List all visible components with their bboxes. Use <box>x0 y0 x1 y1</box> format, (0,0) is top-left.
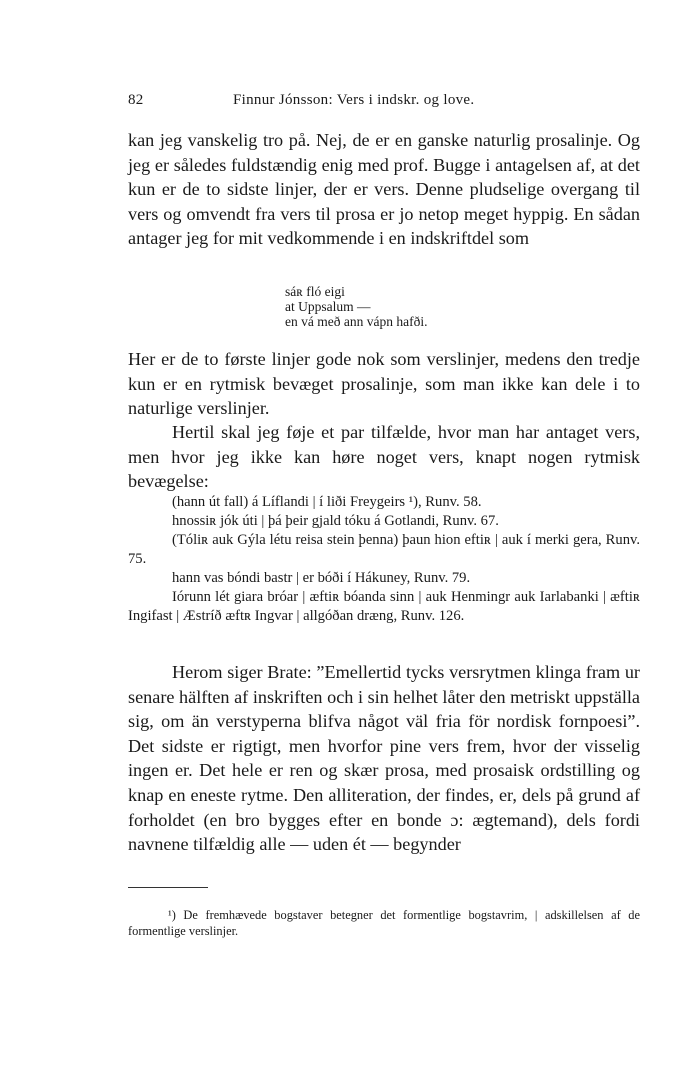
paragraph-2: Her er de to første linjer gode nok som verslinjer, medens den tredje kun er en rytmisk bevæget prosalinje, som man ikke kan dele i to naturlige verslinjer. <box>128 349 640 419</box>
footnote: ¹) De fremhævede bogstaver betegner det formentlige bogstavrim, | adskillelsen af de formentlige verslinjer. <box>128 908 640 938</box>
inscription-entry: (Tóliʀ auk Gýla létu reisa stein þenna) þaun hion eftiʀ | auk í merki gera, Runv. 75. <box>128 532 640 567</box>
verse-line: en vá með ann vápn hafði. <box>285 314 428 329</box>
paragraph-3: Hertil skal jeg føje et par tilfælde, hvor man har antaget vers, men hvor jeg ikke kan høre noget vers, knapt nogen rytmisk bevægelse: <box>128 422 640 492</box>
verse-line: at Uppsalum — <box>285 299 371 314</box>
paragraph-1: kan jeg vanskelig tro på. Nej, de er en ganske naturlig prosalinje. Og jeg er således fuldstændig enig med prof. Bugge i antagelsen af, at det kun er de to sidste linjer, der er vers. Denne pludselige overgang til vers og omvendt fra vers til prosa er jo netop meget hyppig. En sådan antager jeg for mit vedkommende i en indskriftdel som <box>128 130 640 249</box>
running-title: Finnur Jónsson: Vers i indskr. og love. <box>233 92 475 108</box>
verse-line: sáʀ fló eigi <box>285 284 345 299</box>
inscription-entry: Iórunn lét giara bróar | æftiʀ bóanda sinn | auk Henmingr auk Iarlabanki | æftiʀ Ingifast | Æstríð æftʀ Ingvar | allgóðan dræng, Runv. 126. <box>128 589 640 624</box>
paragraph-4: Herom siger Brate: ”Emellertid tycks versrytmen klinga fram ur senare hälften af inskriften och i sin helhet låter den metriskt uppställa sig, om än verstyperna blifva något väl fria för nordisk fornpoesi”. Det sidste er rigtigt, men hvorfor pine vers frem, hvor der visselig ingen er. Det hele er ren og skær prosa, med prosaisk ordstilling og knap en eneste rytme. Den alliteration, der findes, er, dels på grund af forholdet (en bro bygges efter en bonde ɔ: ægtemand), dels fordi navnene tilfældig alle — uden ét — begynder <box>128 662 640 855</box>
inscription-entry: hnossiʀ jók úti | þá þeir gjald tóku á Gotlandi, Runv. 67. <box>172 513 499 529</box>
verse-quotation <box>285 284 427 329</box>
footnote-rule <box>128 887 208 888</box>
inscription-list <box>128 493 640 626</box>
inscription-entry: hann vas bóndi bastr | er bóði í Hákuney, Runv. 79. <box>172 570 471 586</box>
inscription-entry: (hann út fall) á Líflandi | í liði Freygeirs ¹), Runv. 58. <box>172 494 482 510</box>
page-number: 82 <box>128 92 144 108</box>
